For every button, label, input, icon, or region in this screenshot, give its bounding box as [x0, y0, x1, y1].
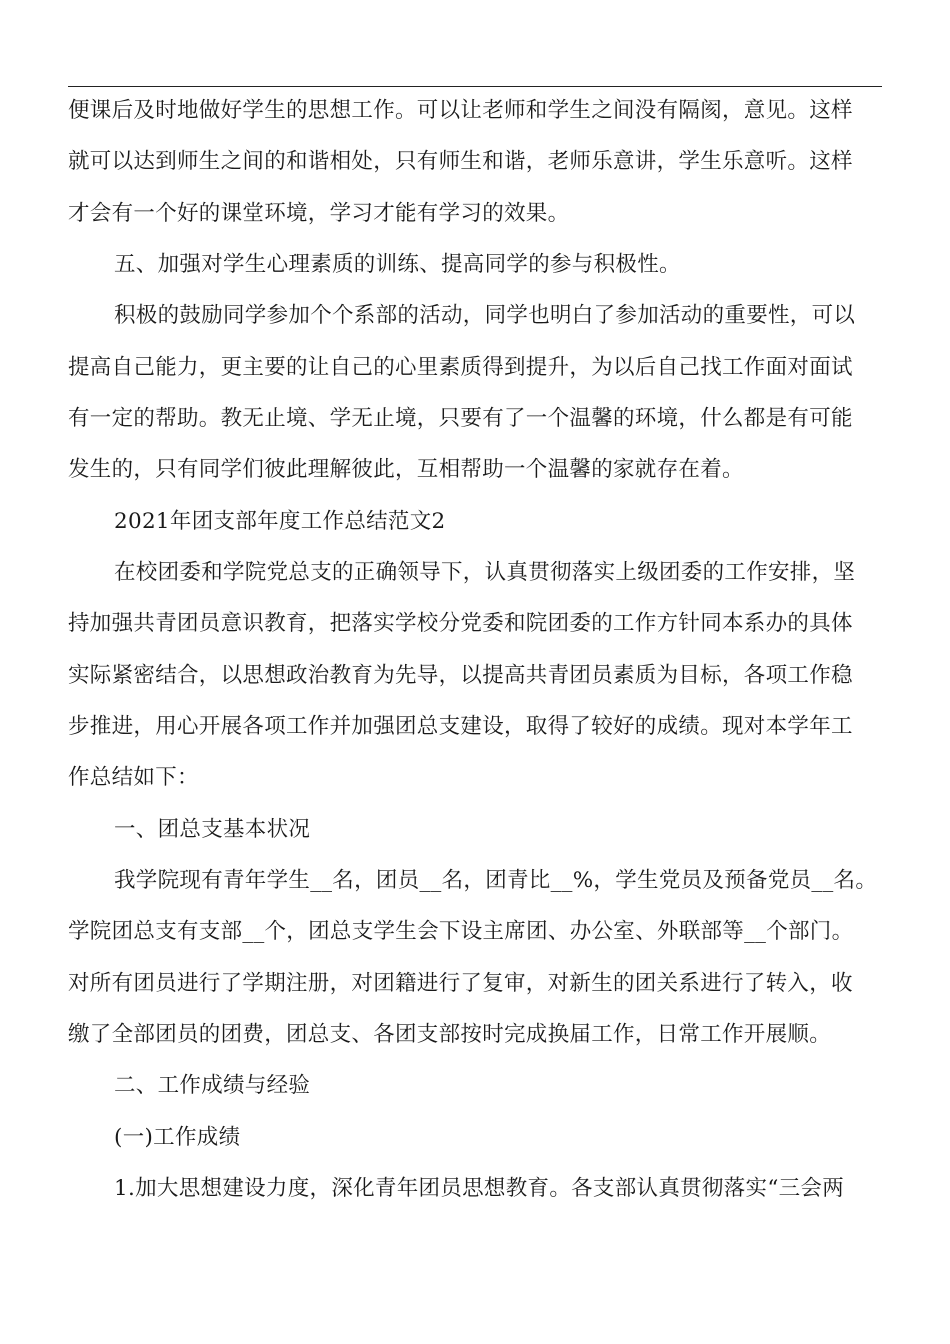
text-line: 1.加大思想建设力度，深化青年团员思想教育。各支部认真贯彻落实“三会两: [114, 1176, 845, 1201]
section-heading: 二、工作成绩与经验: [114, 1073, 311, 1098]
text-line: 积极的鼓励同学参加个个系部的活动，同学也明白了参加活动的重要性，可以: [114, 303, 856, 328]
text-line: 提高自己能力，更主要的让自己的心里素质得到提升，为以后自己找工作面对面试: [68, 355, 853, 380]
section-heading: 五、加强对学生心理素质的训练、提高同学的参与积极性。: [114, 252, 681, 277]
text-line: 就可以达到师生之间的和谐相处，只有师生和谐，老师乐意讲，学生乐意听。这样: [68, 149, 853, 174]
document-title: 2021年团支部年度工作总结范文2: [114, 509, 446, 534]
text-line: 作总结如下：: [68, 765, 199, 790]
text-line: 步推进，用心开展各项工作并加强团总支建设，取得了较好的成绩。现对本学年工: [68, 714, 853, 739]
text-line: 便课后及时地做好学生的思想工作。可以让老师和学生之间没有隔阂，意见。这样: [68, 98, 853, 123]
section-heading: 一、团总支基本状况: [114, 817, 311, 842]
text-line: 对所有团员进行了学期注册，对团籍进行了复审，对新生的团关系进行了转入，收: [68, 971, 853, 996]
text-line: 我学院现有青年学生__名，团员__名，团青比__%，学生党员及预备党员__名。: [114, 868, 878, 893]
text-line: 实际紧密结合，以思想政治教育为先导，以提高共青团员素质为目标，各项工作稳: [68, 663, 853, 688]
header-rule: [68, 86, 882, 87]
text-line: 才会有一个好的课堂环境，学习才能有学习的效果。: [68, 201, 570, 226]
text-line: 发生的，只有同学们彼此理解彼此，互相帮助一个温馨的家就存在着。: [68, 457, 744, 482]
text-line: 在校团委和学院党总支的正确领导下，认真贯彻落实上级团委的工作安排，坚: [114, 560, 856, 585]
text-line: 持加强共青团员意识教育，把落实学校分党委和院团委的工作方针同本系办的具体: [68, 611, 853, 636]
text-line: 缴了全部团员的团费，团总支、各团支部按时完成换届工作，日常工作开展顺。: [68, 1022, 832, 1047]
subsection-heading: (一)工作成绩: [114, 1125, 241, 1150]
text-line: 学院团总支有支部__个，团总支学生会下设主席团、办公室、外联部等__个部门。: [68, 919, 854, 944]
text-line: 有一定的帮助。教无止境、学无止境，只要有了一个温馨的环境，什么都是有可能: [68, 406, 853, 431]
